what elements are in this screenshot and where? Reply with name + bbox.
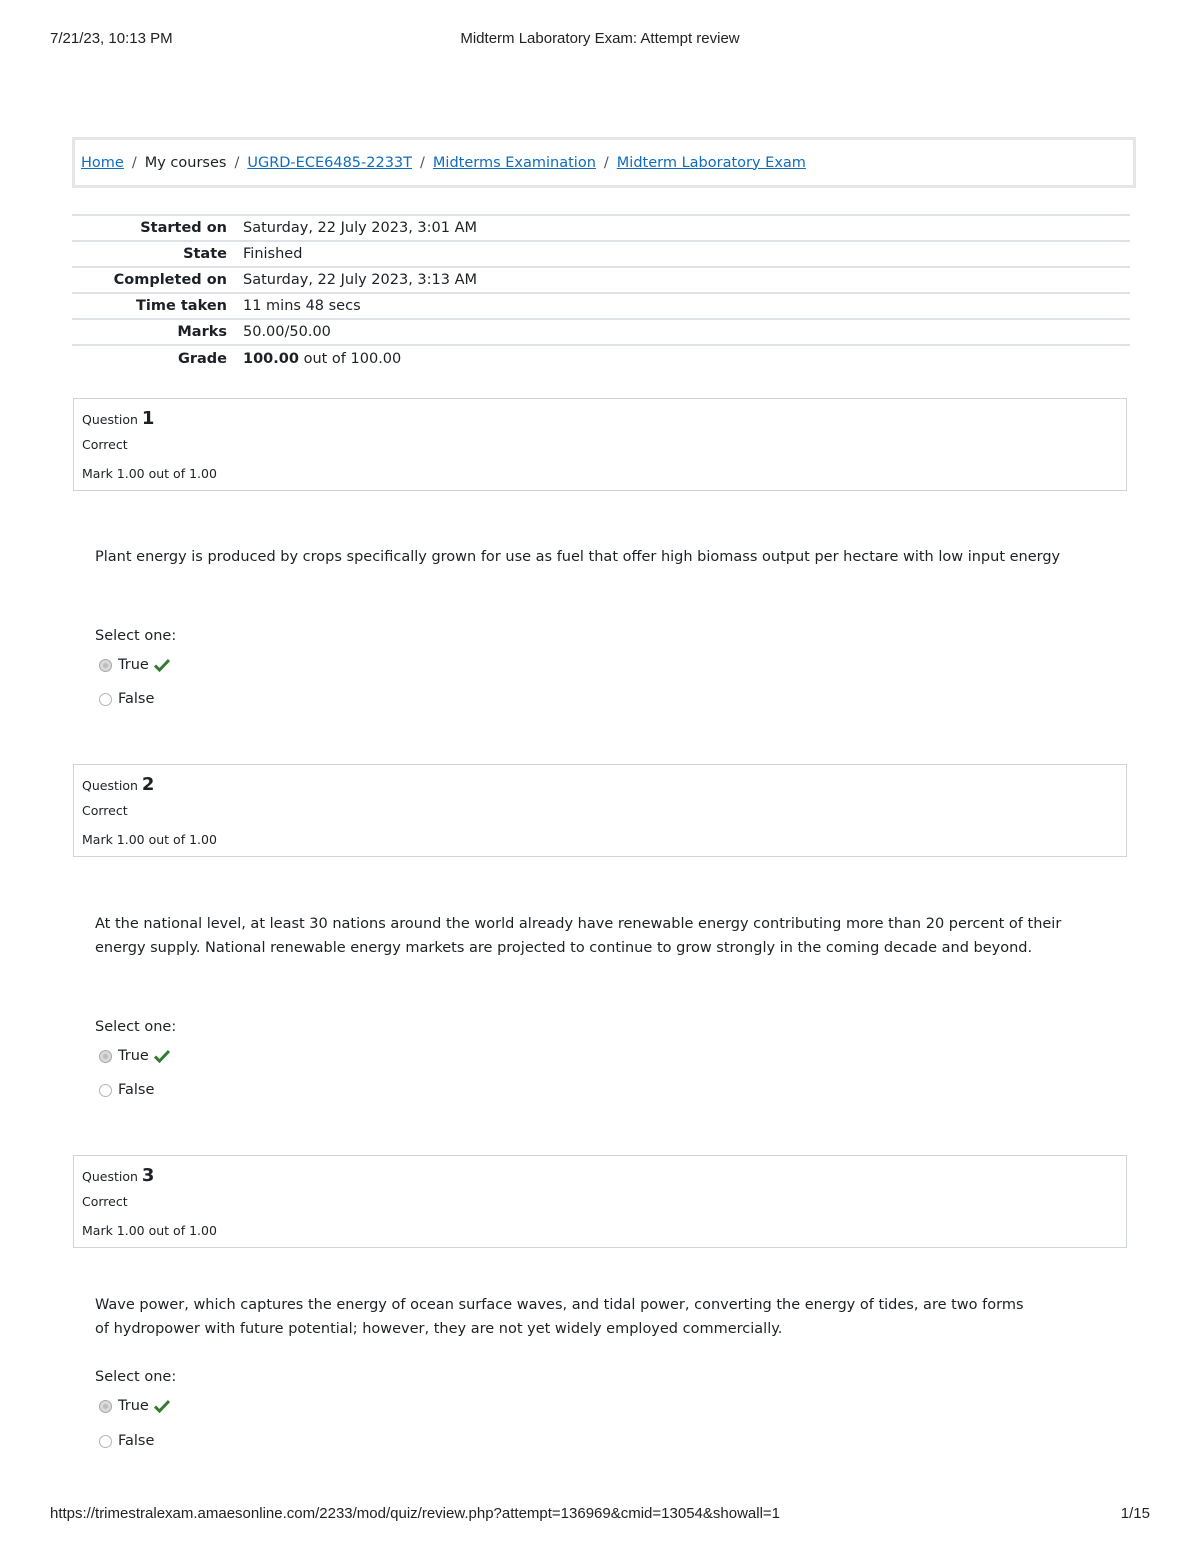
- question-state: Correct: [82, 437, 128, 452]
- grade-label: Grade: [177, 350, 227, 367]
- grade-value: 100.00: [243, 350, 299, 367]
- option-true-3[interactable]: [99, 1398, 170, 1414]
- summary-row-time: [72, 293, 1130, 319]
- select-one-label: Select one:: [95, 628, 177, 644]
- correct-check-icon: [154, 658, 170, 672]
- summary-row-grade: [72, 345, 1130, 371]
- summary-row-started: [72, 215, 1130, 241]
- option-false-2[interactable]: [99, 1082, 154, 1098]
- select-one-label: Select one:: [95, 1369, 177, 1385]
- question-state: Correct: [82, 1194, 128, 1209]
- completed-on-value: Saturday, 22 July 2023, 3:13 AM: [243, 272, 478, 288]
- option-false-1[interactable]: [99, 691, 154, 707]
- breadcrumb-home-link[interactable]: Home: [81, 154, 124, 171]
- option-label: True: [118, 1048, 149, 1064]
- select-one-label: Select one:: [95, 1019, 177, 1035]
- started-on-label: Started on: [140, 220, 227, 236]
- option-label: True: [118, 1398, 149, 1414]
- marks-value: 50.00/50.00: [243, 324, 331, 340]
- correct-check-icon: [154, 1049, 170, 1063]
- breadcrumb-quiz-link[interactable]: Midterm Laboratory Exam: [616, 154, 806, 171]
- grade-suffix: out of 100.00: [303, 350, 402, 367]
- summary-row-completed: [72, 267, 1130, 293]
- state-label: State: [183, 246, 227, 262]
- question-number: [82, 774, 154, 795]
- state-value: Finished: [243, 246, 303, 262]
- question-mark: Mark 1.00 out of 1.00: [82, 832, 217, 847]
- summary-row-state: [72, 241, 1130, 267]
- print-header: [50, 30, 1150, 50]
- option-label: True: [118, 657, 149, 673]
- breadcrumb-course-link[interactable]: UGRD-ECE6485-2233T: [247, 154, 413, 171]
- question-label: Question: [82, 778, 138, 793]
- question-info-2: [73, 764, 1127, 857]
- question-mark: Mark 1.00 out of 1.00: [82, 466, 217, 481]
- question-num: 2: [141, 774, 155, 795]
- started-on-value: Saturday, 22 July 2023, 3:01 AM: [243, 220, 478, 236]
- question-info-1: [73, 398, 1127, 491]
- breadcrumb-section-link[interactable]: Midterms Examination: [432, 154, 596, 171]
- breadcrumb-separator: /: [234, 154, 240, 171]
- marks-label: Marks: [177, 324, 227, 340]
- grade-value-cell: [243, 345, 1130, 371]
- print-url: https://trimestralexam.amaesonline.com/2233/mod/quiz/review.php?attempt=136969&cmid=13054&showall=1: [50, 1505, 781, 1522]
- summary-row-marks: [72, 319, 1130, 345]
- radio-icon[interactable]: [99, 1084, 112, 1097]
- breadcrumb-my-courses: My courses: [144, 154, 227, 171]
- question-num: 1: [141, 408, 155, 429]
- radio-selected-icon[interactable]: [99, 1400, 112, 1413]
- question-label: Question: [82, 1169, 138, 1184]
- radio-icon[interactable]: [99, 1435, 112, 1448]
- option-true-1[interactable]: [99, 657, 170, 673]
- radio-selected-icon[interactable]: [99, 659, 112, 672]
- completed-on-label: Completed on: [113, 272, 227, 288]
- radio-selected-icon[interactable]: [99, 1050, 112, 1063]
- breadcrumb-separator: /: [131, 154, 137, 171]
- attempt-summary-table: [72, 214, 1130, 371]
- question-number: [82, 408, 154, 429]
- print-footer: [50, 1505, 1150, 1525]
- question-number: [82, 1165, 154, 1186]
- time-taken-value: 11 mins 48 secs: [243, 298, 361, 314]
- radio-icon[interactable]: [99, 693, 112, 706]
- breadcrumb: [72, 137, 1136, 188]
- question-text-2: At the national level, at least 30 nations around the world already have renewable energy contributing more than 20 percent of their energy supply. National renewable energy markets are projected to continue to grow strongly in the coming decade and beyond.: [95, 916, 1062, 956]
- time-taken-label: Time taken: [136, 298, 227, 314]
- print-page-number: 1/15: [1120, 1505, 1150, 1522]
- question-mark: Mark 1.00 out of 1.00: [82, 1223, 217, 1238]
- question-label: Question: [82, 412, 138, 427]
- option-false-3[interactable]: [99, 1433, 154, 1449]
- question-info-3: [73, 1155, 1127, 1248]
- question-state: Correct: [82, 803, 128, 818]
- question-text-3: Wave power, which captures the energy of ocean surface waves, and tidal power, converting the energy of tides, are two forms of hydropower with future potential; however, they are not yet widely employed commercially.: [95, 1297, 1024, 1337]
- correct-check-icon: [154, 1399, 170, 1413]
- option-label: False: [118, 691, 155, 707]
- breadcrumb-separator: /: [603, 154, 609, 171]
- question-text-1: Plant energy is produced by crops specifically grown for use as fuel that offer high biomass output per hectare with low input energy: [95, 549, 1061, 565]
- option-label: False: [118, 1433, 155, 1449]
- option-true-2[interactable]: [99, 1048, 170, 1064]
- breadcrumb-separator: /: [420, 154, 425, 171]
- print-datetime: 7/21/23, 10:13 PM: [50, 30, 173, 47]
- print-title: Midterm Laboratory Exam: Attempt review: [460, 30, 740, 47]
- question-num: 3: [141, 1165, 155, 1186]
- option-label: False: [118, 1082, 155, 1098]
